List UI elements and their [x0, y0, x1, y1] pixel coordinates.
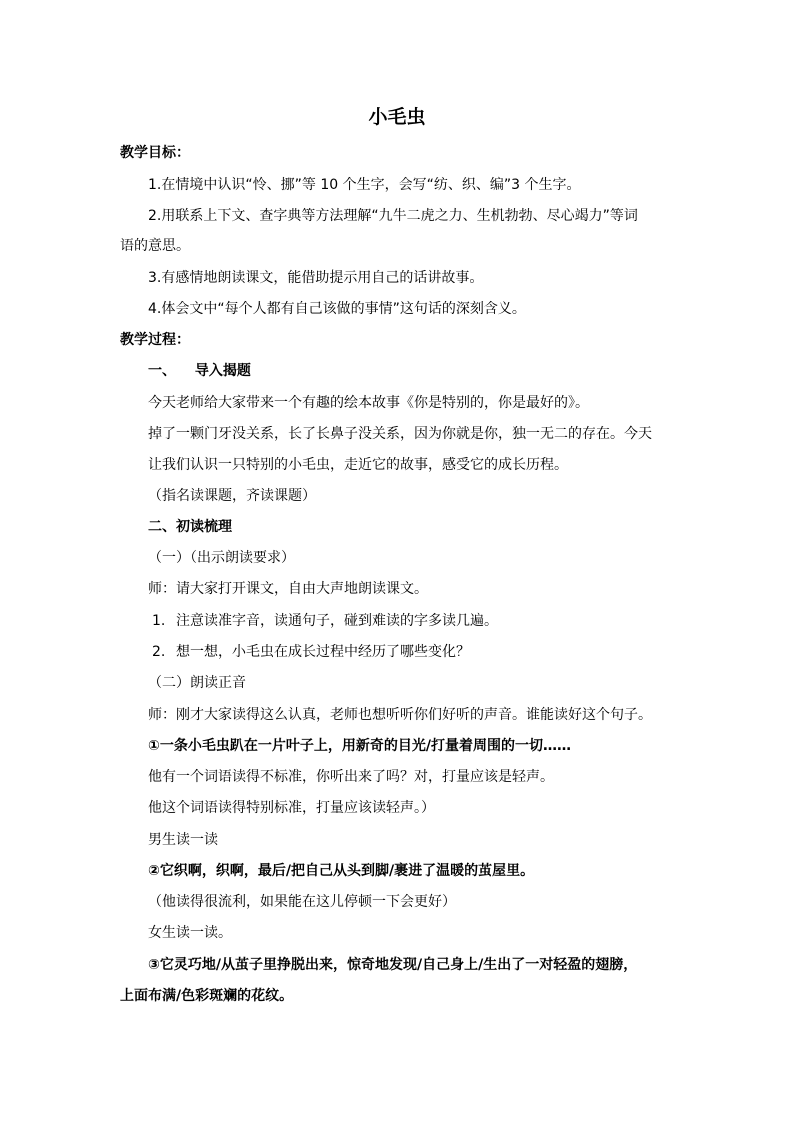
subsection-heading: （一）（出示朗读要求）: [148, 550, 295, 566]
requirement-number: 2.: [152, 644, 166, 660]
practice-sentence-continuation: 上面布满/色彩斑斓的花纹。: [120, 988, 294, 1004]
paragraph: 今天老师给大家带来一个有趣的绘本故事《你是特别的，你是最好的》。: [148, 395, 589, 411]
objective-item: 2.用联系上下文、查字典等方法理解“九牛二虎之力、生机勃勃、尽心竭力”等词: [148, 208, 638, 224]
section-1-title: 导入揭题: [194, 363, 251, 379]
requirement-text: 注意读准字音，读通句子，碰到难读的字多读几遍。: [176, 613, 498, 629]
paragraph: 他这个词语读得特别标准，打量应该读轻声。）: [148, 800, 435, 816]
objective-item-continuation: 语的意思。: [120, 238, 190, 254]
objectives-heading: 教学目标：: [120, 145, 190, 161]
paragraph: 他有一个词语读得不标准，你听出来了吗？对，打量应该是轻声。: [148, 769, 554, 785]
section-1-number: 一、: [148, 363, 176, 379]
objective-item: 3.有感情地朗读课文，能借助提示用自己的话讲故事。: [148, 270, 484, 286]
practice-sentence: ①一条小毛虫趴在一片叶子上，用新奇的目光/打量着周围的一切……: [148, 738, 571, 754]
paragraph: 掉了一颗门牙没关系，长了长鼻子没关系，因为你就是你，独一无二的存在。今天: [148, 426, 652, 442]
paragraph-continuation: 让我们认识一只特别的小毛虫，走近它的故事，感受它的成长历程。: [148, 457, 568, 473]
practice-sentence: ③它灵巧地/从茧子里挣脱出来，惊奇地发现/自己身上/生出了一对轻盈的翅膀，: [148, 957, 638, 973]
section-2-heading: 二、初读梳理: [148, 519, 232, 535]
page-title: 小毛虫: [368, 106, 426, 128]
paragraph: 师：请大家打开课文，自由大声地朗读课文。: [148, 581, 428, 597]
section-1-heading: [148, 361, 251, 381]
objective-item: 4.体会文中“每个人都有自己该做的事情”这句话的深刻含义。: [148, 301, 526, 317]
requirement-text: 想一想，小毛虫在成长过程中经历了哪些变化？: [176, 644, 470, 660]
practice-sentence: ②它织啊，织啊，最后/把自己从头到脚/裹进了温暖的茧屋里。: [148, 863, 535, 879]
paragraph: （指名读课题，齐读课题）: [148, 488, 316, 504]
objective-item: 1.在情境中认识“怜、挪”等 10 个生字，会写“纺、织、编”3 个生字。: [148, 177, 581, 193]
paragraph: 女生读一读。: [148, 925, 232, 941]
paragraph: （他读得很流利，如果能在这儿停顿一下会更好）: [148, 894, 456, 910]
requirement-number: 1.: [152, 613, 166, 629]
requirement-item: [152, 611, 498, 631]
paragraph: 男生读一读: [148, 832, 218, 848]
process-heading: 教学过程：: [120, 332, 190, 348]
subsection-heading: （二）朗读正音: [148, 675, 246, 691]
requirement-item: [152, 642, 470, 662]
paragraph: 师：刚才大家读得这么认真，老师也想听听你们好听的声音。谁能读好这个句子。: [148, 707, 652, 723]
